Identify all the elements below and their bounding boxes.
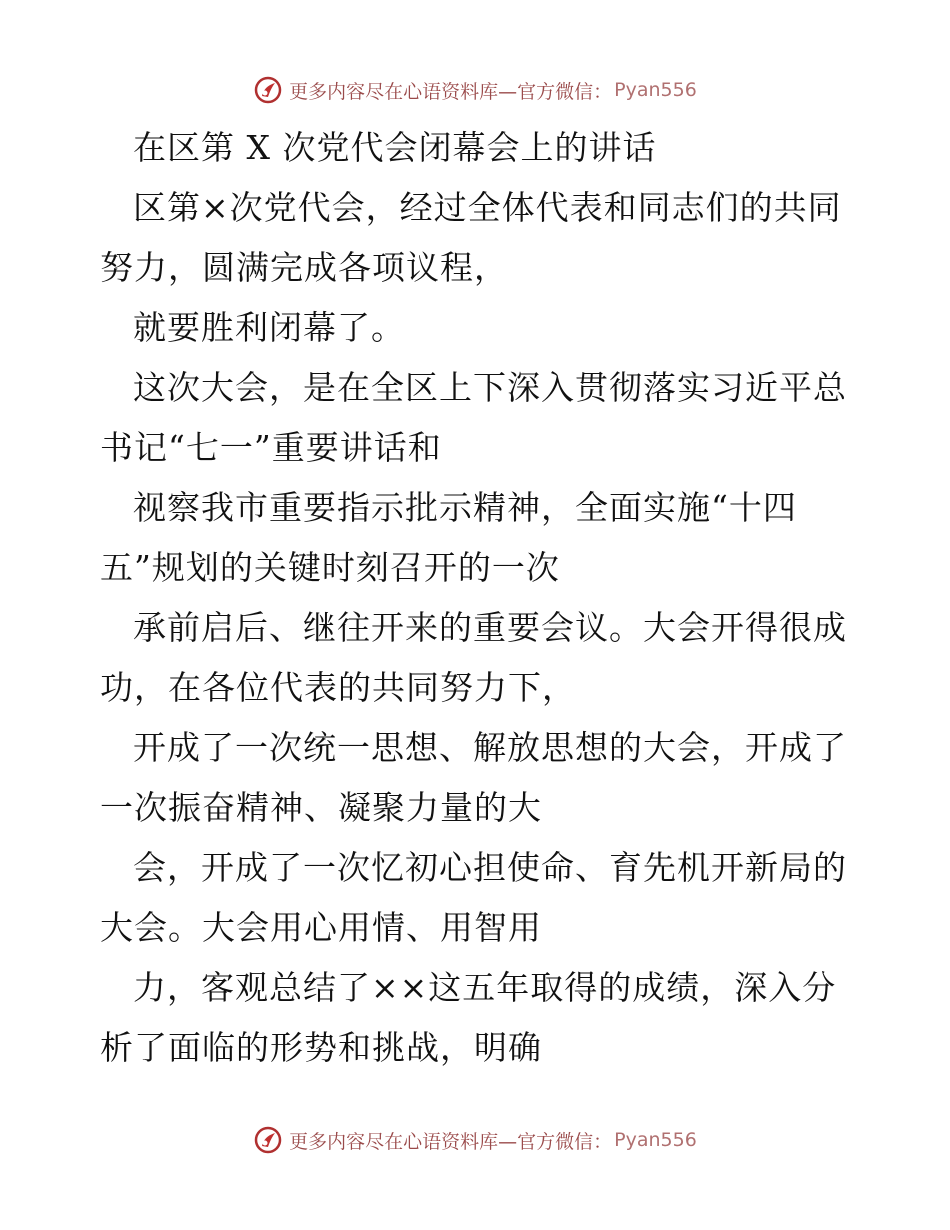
text-line: 一次振奋精神、凝聚力量的大 <box>100 788 542 827</box>
text-line: 区第×次党代会，经过全体代表和同志们的共同 <box>133 188 842 227</box>
text-line: 就要胜利闭幕了。 <box>133 308 405 347</box>
footer-watermark <box>0 1122 950 1158</box>
document-title: 在区第 X 次党代会闭幕会上的讲话 <box>133 128 657 167</box>
text-line: 这次大会，是在全区上下深入贯彻落实习近平总 <box>133 368 847 407</box>
watermark-text: 更多内容尽在心语资料库—官方微信： <box>289 80 613 103</box>
text-line: 力，客观总结了××这五年取得的成绩，深入分 <box>133 968 837 1007</box>
watermark-wechat-id: Pyan556 <box>614 1129 697 1151</box>
text-line: 大会。大会用心用情、用智用 <box>100 908 542 947</box>
text-line: 功，在各位代表的共同努力下， <box>100 668 576 707</box>
text-line: 努力，圆满完成各项议程， <box>100 248 508 287</box>
text-line: 承前启后、继往开来的重要会议。大会开得很成 <box>133 608 847 647</box>
flame-seal-logo-icon <box>253 1125 283 1155</box>
watermark-text: 更多内容尽在心语资料库—官方微信： <box>289 1130 613 1153</box>
text-line: 会，开成了一次忆初心担使命、育先机开新局的 <box>133 848 847 887</box>
watermark-wechat-id: Pyan556 <box>614 79 697 101</box>
text-line: 书记“七一”重要讲话和 <box>100 428 442 467</box>
text-line: 析了面临的形势和挑战，明确 <box>100 1028 542 1067</box>
flame-seal-logo-icon <box>253 75 283 105</box>
text-line: 五”规划的关键时刻召开的一次 <box>100 548 560 587</box>
text-line: 开成了一次统一思想、解放思想的大会，开成了 <box>133 728 847 767</box>
header-watermark <box>0 72 950 108</box>
text-line: 视察我市重要指示批示精神，全面实施“十四 <box>133 488 797 527</box>
document-body <box>100 118 860 1078</box>
